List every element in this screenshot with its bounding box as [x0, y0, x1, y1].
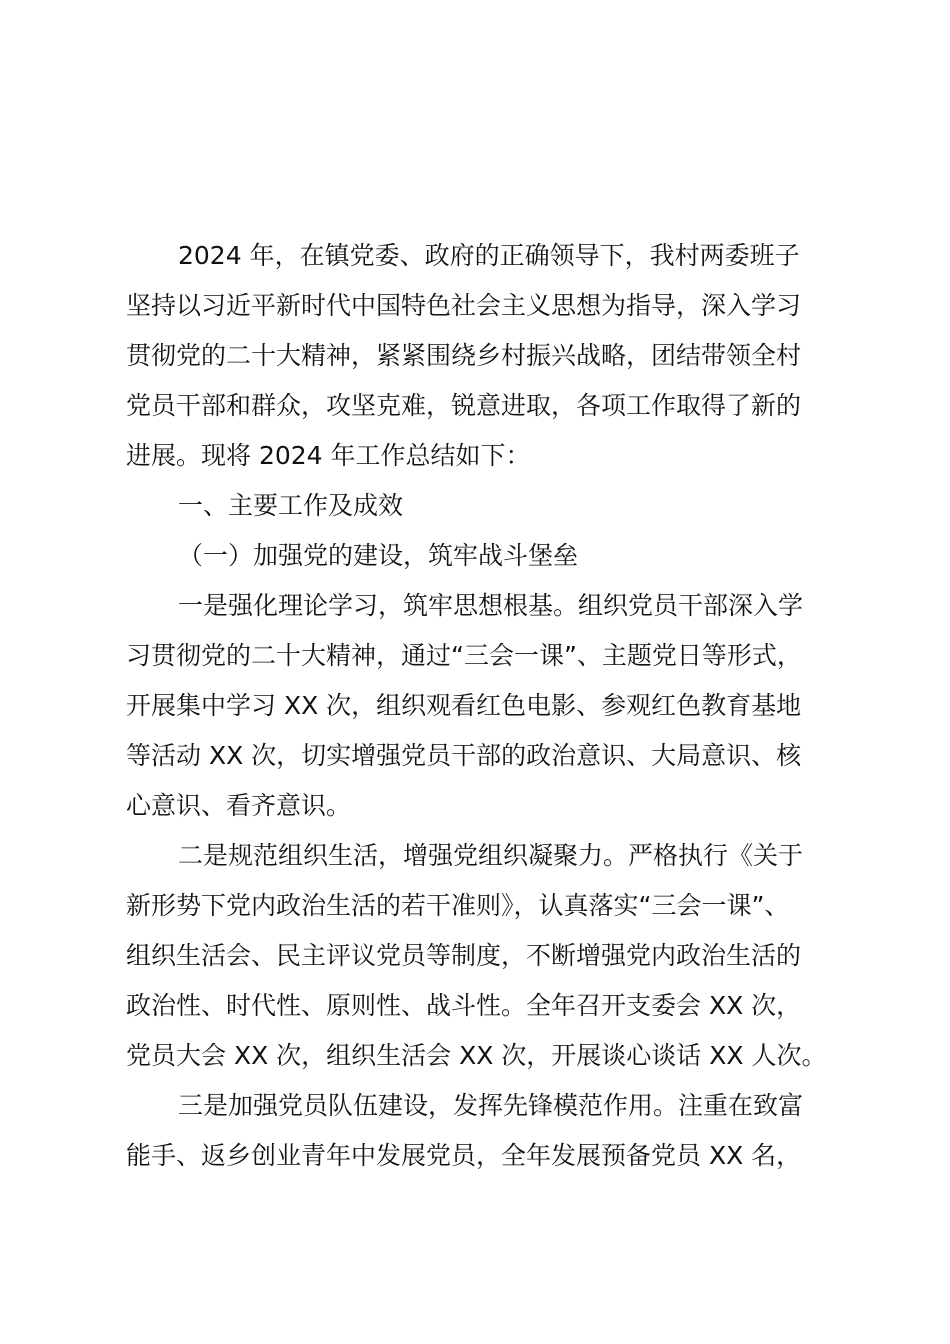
- paragraph-line: 新形势下党内政治生活的若干准则》，认真落实“三会一课”、: [126, 891, 790, 920]
- paragraph-line: 一是强化理论学习，筑牢思想根基。组织党员干部深入学: [178, 591, 804, 620]
- item-paragraph-theory-study: [126, 581, 846, 831]
- subsection-heading-text: （一）加强党的建设，筑牢战斗堡垒: [178, 541, 579, 570]
- paragraph-line: 三是加强党员队伍建设，发挥先锋模范作用。注重在致富: [178, 1091, 804, 1120]
- paragraph-line: 等活动 XX 次，切实增强党员干部的政治意识、大局意识、核: [126, 741, 802, 770]
- paragraph-line: 政治性、时代性、原则性、战斗性。全年召开支委会 XX 次，: [126, 991, 802, 1020]
- document-body: [126, 231, 846, 1181]
- paragraph-line: 2024 年，在镇党委、政府的正确领导下，我村两委班子: [178, 241, 800, 270]
- item-paragraph-organization-life: [126, 831, 846, 1081]
- paragraph-line: 贯彻党的二十大精神，紧紧围绕乡村振兴战略，团结带领全村: [126, 341, 802, 370]
- paragraph-line: 能手、返乡创业青年中发展党员，全年发展预备党员 XX 名，: [126, 1141, 802, 1170]
- section-heading-text: 一、主要工作及成效: [178, 491, 404, 520]
- paragraph-line: 习贯彻党的二十大精神，通过“三会一课”、主题党日等形式，: [126, 641, 802, 670]
- item-paragraph-member-team: [126, 1081, 846, 1181]
- paragraph-line: 二是规范组织生活，增强党组织凝聚力。严格执行《关于: [178, 841, 804, 870]
- paragraph-line: 党员干部和群众，攻坚克难，锐意进取，各项工作取得了新的: [126, 391, 802, 420]
- paragraph-line: 开展集中学习 XX 次，组织观看红色电影、参观红色教育基地: [126, 691, 802, 720]
- paragraph-line: 坚持以习近平新时代中国特色社会主义思想为指导，深入学习: [126, 291, 802, 320]
- subsection-heading: [126, 531, 846, 581]
- paragraph-line: 组织生活会、民主评议党员等制度，不断增强党内政治生活的: [126, 941, 802, 970]
- intro-paragraph: [126, 231, 846, 481]
- paragraph-line: 心意识、看齐意识。: [126, 791, 352, 820]
- paragraph-line: 党员大会 XX 次，组织生活会 XX 次，开展谈心谈话 XX 人次。: [126, 1041, 827, 1070]
- section-heading: [126, 481, 846, 531]
- paragraph-line: 进展。现将 2024 年工作总结如下：: [126, 441, 531, 470]
